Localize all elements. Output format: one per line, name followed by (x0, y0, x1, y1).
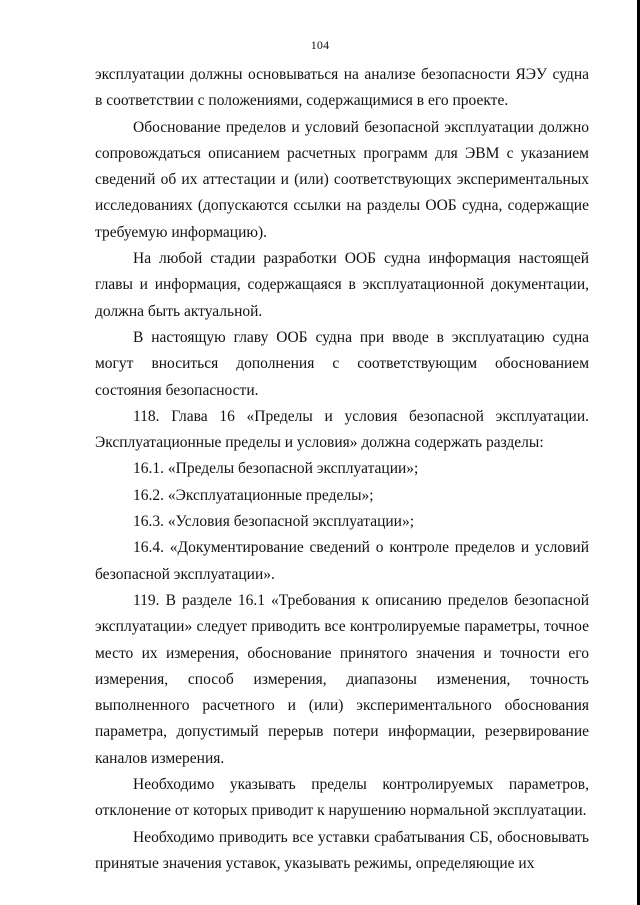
paragraph-sb-setpoints: Необходимо приводить все уставки срабатывания СБ, обосновывать принятые значения уставок, указывать режимы, определяющие их (95, 828, 589, 872)
section-16-1: 16.1. «Пределы безопасной эксплуатации»; (133, 460, 419, 478)
document-body (95, 62, 589, 877)
paragraph-item-118: 118. Глава 16 «Пределы и условия безопасной эксплуатации. Эксплуатационные пределы и условия» должна содержать разделы: (95, 407, 589, 452)
page-number: 104 (310, 38, 330, 52)
paragraph-continuation: эксплуатации должны основываться на анализе безопасности ЯЭУ судна в соответствии с положениями, содержащимися в его проекте. (95, 66, 589, 110)
paragraph-item-119: 119. В разделе 16.1 «Требования к описанию пределов безопасной эксплуатации» следует приводить все контролируемые параметры, точное место их измерения, обоснование принятого значения и точности его измерения, способ измерения, диапазоны изменения, точность выполненного расчетного и (или) экспериментального обоснования параметра, допустимый перерыв потери информации, резервирование каналов измерения. (95, 591, 589, 767)
paragraph-parameter-limits: Необходимо указывать пределы контролируемых параметров, отклонение от которых приводит к нарушению нормальной эксплуатации. (95, 776, 589, 820)
section-16-4: 16.4. «Документирование сведений о контроле пределов и условий безопасной эксплуатации». (95, 539, 589, 583)
section-16-3: 16.3. «Условия безопасной эксплуатации»; (133, 513, 415, 531)
paragraph-chapter-additions: В настоящую главу ООБ судна при вводе в эксплуатацию судна могут вноситься дополнения с соответствующим обоснованием состояния безопасности. (95, 328, 589, 399)
paragraph-information-actuality: На любой стадии разработки ООБ судна информация настоящей главы и информация, содержащаяся в эксплуатационной документации, должна быть актуальной. (95, 250, 589, 320)
paragraph-justification-description: Обоснование пределов и условий безопасной эксплуатации должно сопровождаться описанием расчетных программ для ЭВМ с указанием сведений об их аттестации и (или) соответствующих экспериментальных исследованиях (допускаются ссылки на разделы ООБ судна, содержащие требуемую информацию). (95, 118, 589, 241)
section-16-2: 16.2. «Эксплуатационные пределы»; (133, 486, 374, 504)
